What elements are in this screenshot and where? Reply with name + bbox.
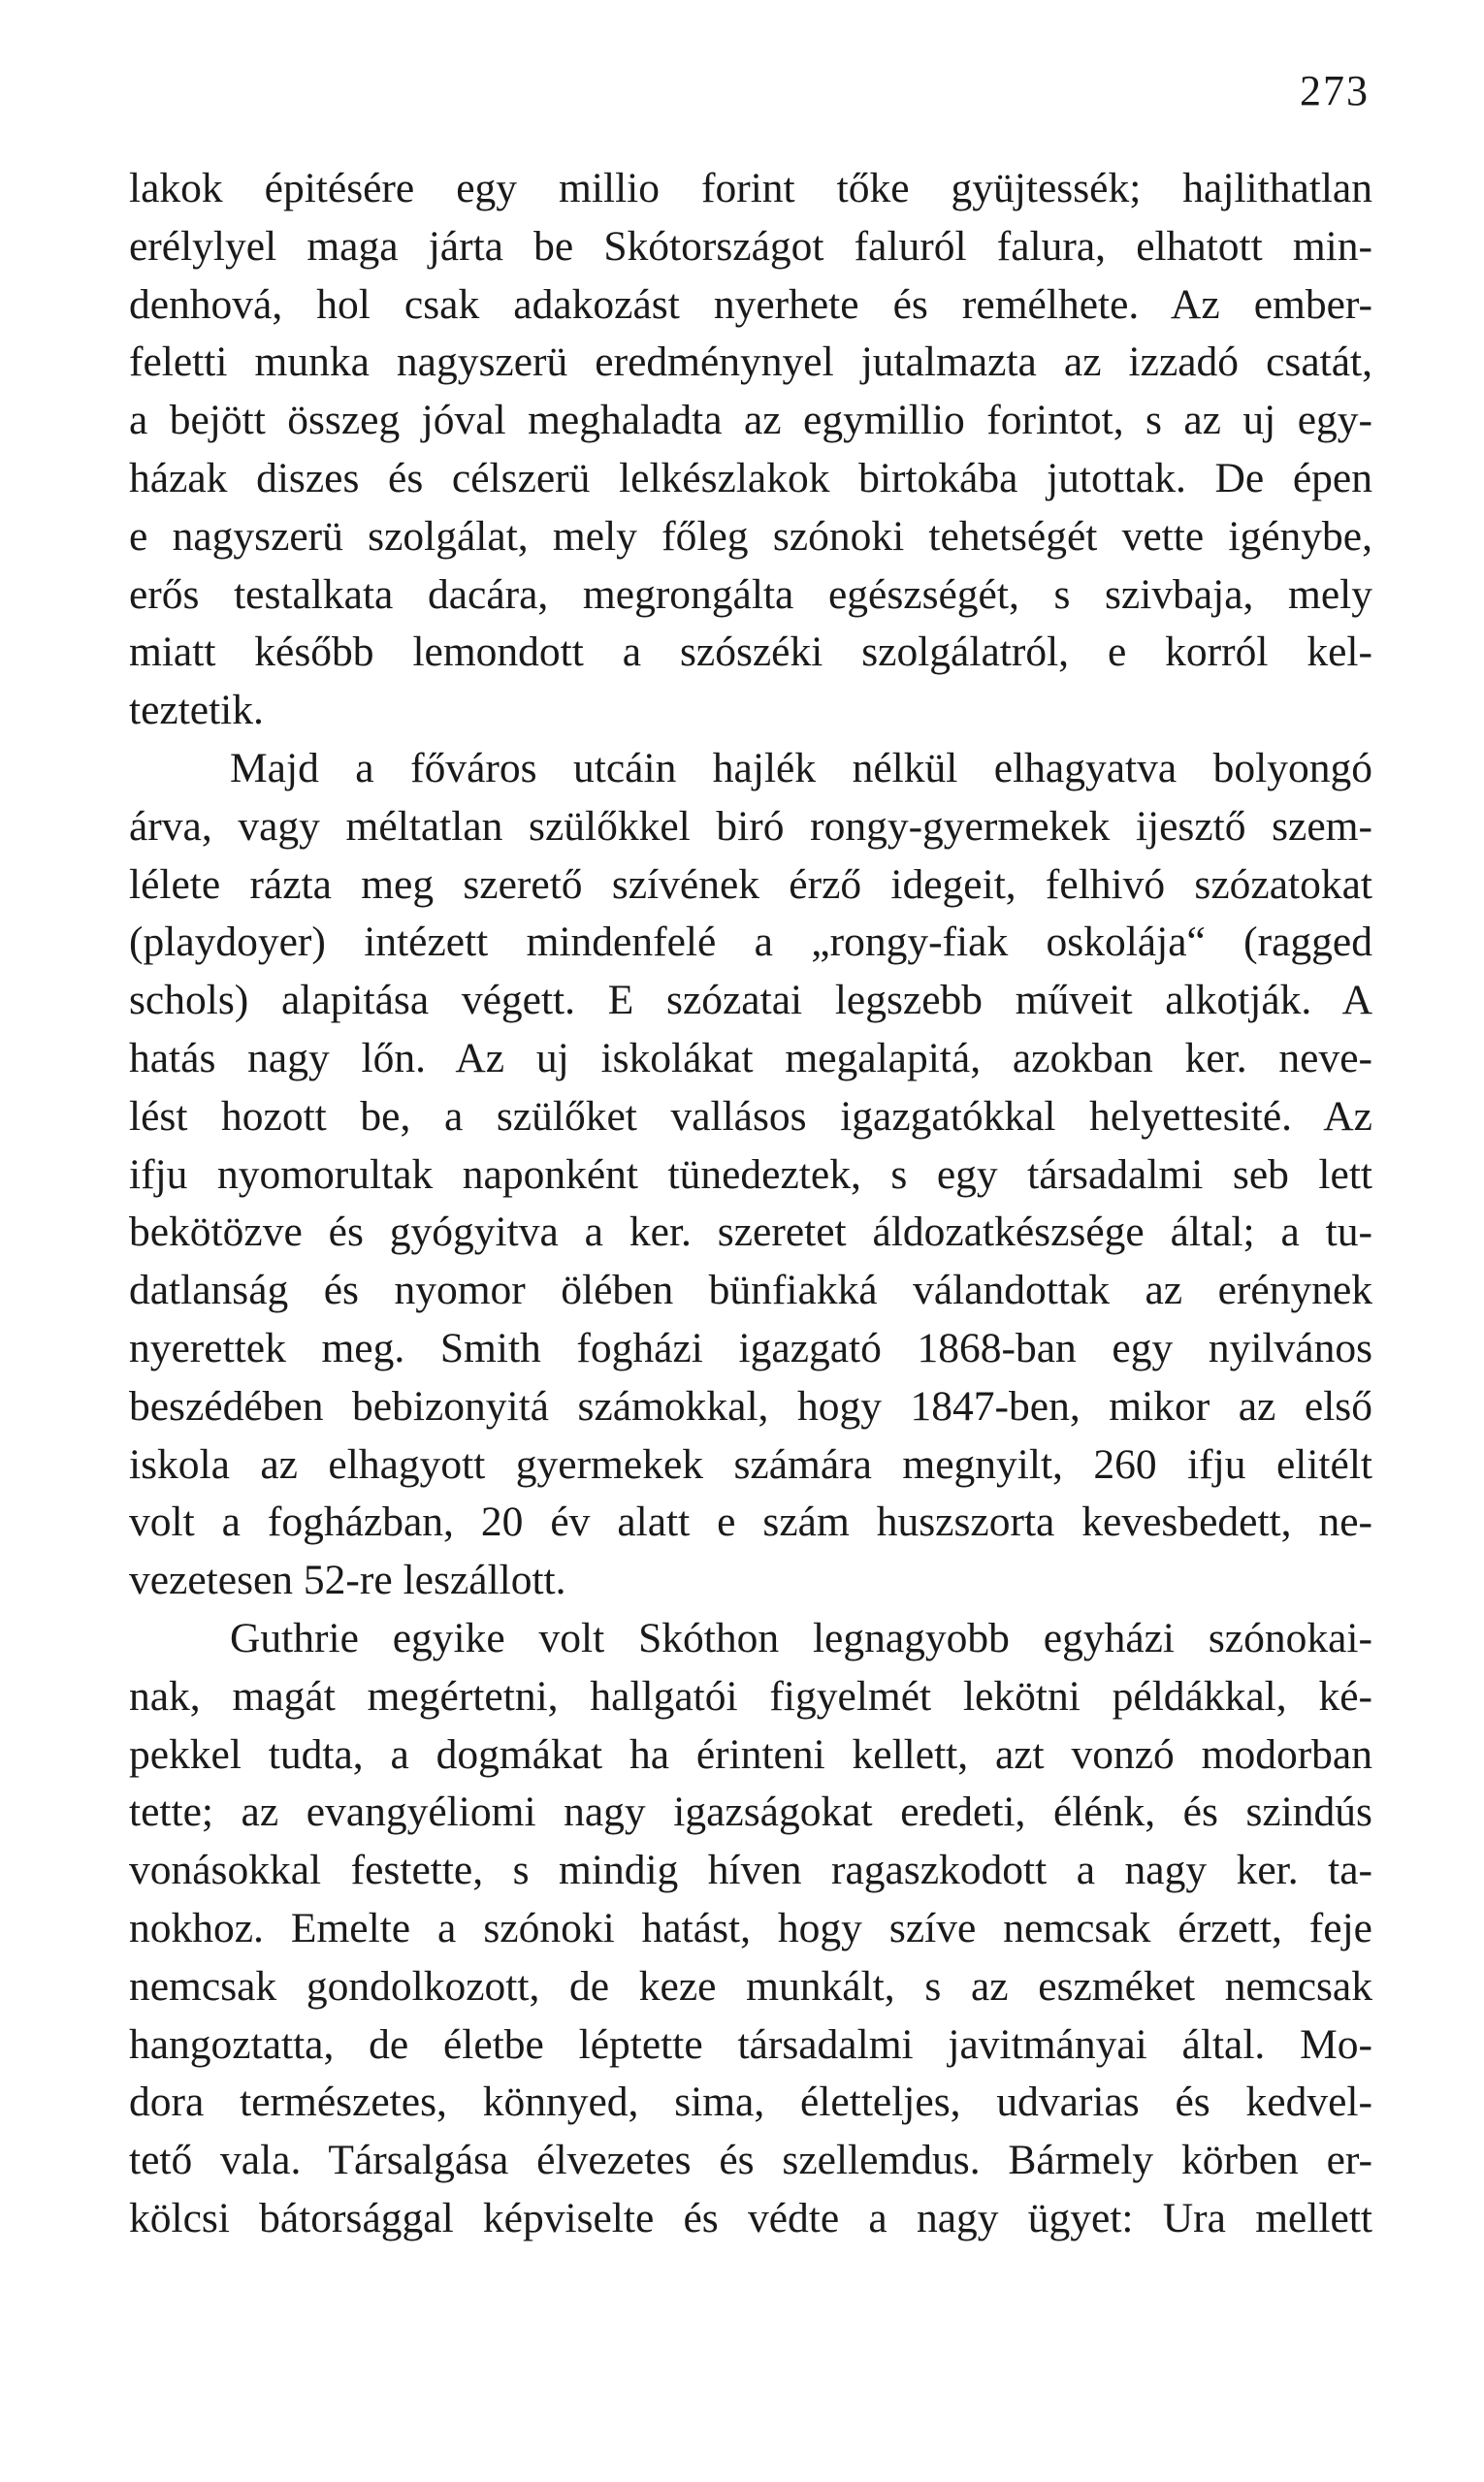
text-line: pekkel tudta, a dogmákat ha érinteni kellett, azt vonzó modorban xyxy=(129,1730,1372,1778)
text-line: schols) alapitása végett. E szózatai legszebb műveit alkotják. A xyxy=(129,977,1372,1024)
text-line: teztetik. xyxy=(129,687,264,734)
text-line: datlanság és nyomor ölében bünfiakká válandottak az erénynek xyxy=(129,1267,1372,1314)
body-text xyxy=(129,160,1372,2248)
text-line: lést hozott be, a szülőket vallásos igazgatókkal helyettesité. Az xyxy=(129,1092,1372,1140)
text-line: házak diszes és célszerü lelkészlakok birtokába jutottak. De épen xyxy=(129,454,1372,501)
text-line: hangoztatta, de életbe léptette társadalmi javitmányai által. Mo- xyxy=(129,2020,1372,2068)
page-number: 273 xyxy=(1300,67,1370,114)
text-line: erős testalkata dacára, megrongálta egészségét, s szivbaja, mely xyxy=(129,570,1372,618)
text-line: bekötözve és gyógyitva a ker. szeretet áldozatkészsége által; a tu- xyxy=(129,1209,1372,1256)
text-line: dora természetes, könnyed, sima, életteljes, udvarias és kedvel- xyxy=(129,2079,1372,2126)
text-line: nak, magát megértetni, hallgatói figyelmét lekötni példákkal, ké- xyxy=(129,1672,1372,1720)
text-line: nyerettek meg. Smith fogházi igazgató 1868-ban egy nyilvános xyxy=(129,1324,1372,1371)
text-line: árva, vagy méltatlan szülőkkel biró rongy-gyermekek ijesztő szem- xyxy=(129,802,1372,850)
text-line: vezetesen 52-re leszállott. xyxy=(129,1557,566,1604)
text-line: denhová, hol csak adakozást nyerhete és remélhete. Az ember- xyxy=(129,280,1372,328)
text-line: tető vala. Társalgása élvezetes és szellemdus. Bármely körben er- xyxy=(129,2137,1372,2184)
text-line: e nagyszerü szolgálat, mely főleg szónoki tehetségét vette igénybe, xyxy=(129,512,1372,560)
paragraph-start-line: Guthrie egyike volt Skóthon legnagyobb egyházi szónokai- xyxy=(230,1614,1372,1661)
text-line: (playdoyer) intézett mindenfelé a „rongy-fiak oskolája“ (ragged xyxy=(129,919,1372,966)
text-line: beszédében bebizonyitá számokkal, hogy 1847-ben, mikor az első xyxy=(129,1382,1372,1430)
text-line: feletti munka nagyszerü eredménynyel jutalmazta az izzadó csatát, xyxy=(129,338,1372,386)
paragraph-start-line: Majd a főváros utcáin hajlék nélkül elhagyatva bolyongó xyxy=(230,744,1372,791)
text-line: volt a fogházban, 20 év alatt e szám huszszorta kevesbedett, ne- xyxy=(129,1499,1372,1546)
text-line: ifju nyomorultak naponként tünedeztek, s egy társadalmi seb lett xyxy=(129,1150,1372,1198)
text-line: hatás nagy lőn. Az uj iskolákat megalapitá, azokban ker. neve- xyxy=(129,1034,1372,1081)
text-line: erélylyel maga járta be Skótországot faluról falura, elhatott min- xyxy=(129,222,1372,270)
text-line: vonásokkal festette, s mindig híven ragaszkodott a nagy ker. ta- xyxy=(129,1847,1372,1894)
text-line: nokhoz. Emelte a szónoki hatást, hogy szíve nemcsak érzett, feje xyxy=(129,1904,1372,1951)
text-line: a bejött összeg jóval meghaladta az egymillio forintot, s az uj egy- xyxy=(129,397,1372,444)
text-line: lakok épitésére egy millio forint tőke gyüjtessék; hajlithatlan xyxy=(129,165,1372,211)
text-line: kölcsi bátorsággal képviselte és védte a nagy ügyet: Ura mellett xyxy=(129,2194,1372,2241)
text-line: miatt később lemondott a szószéki szolgálatról, e korról kel- xyxy=(129,629,1372,676)
text-line: lélete rázta meg szerető szívének érző idegeit, felhivó szózatokat xyxy=(129,860,1372,908)
text-line: nemcsak gondolkozott, de keze munkált, s az eszméket nemcsak xyxy=(129,1962,1372,2010)
text-line: tette; az evangyéliomi nagy igazságokat eredeti, élénk, és szindús xyxy=(129,1789,1372,1836)
text-line: iskola az elhagyott gyermekek számára megnyilt, 260 ifju elitélt xyxy=(129,1440,1372,1488)
